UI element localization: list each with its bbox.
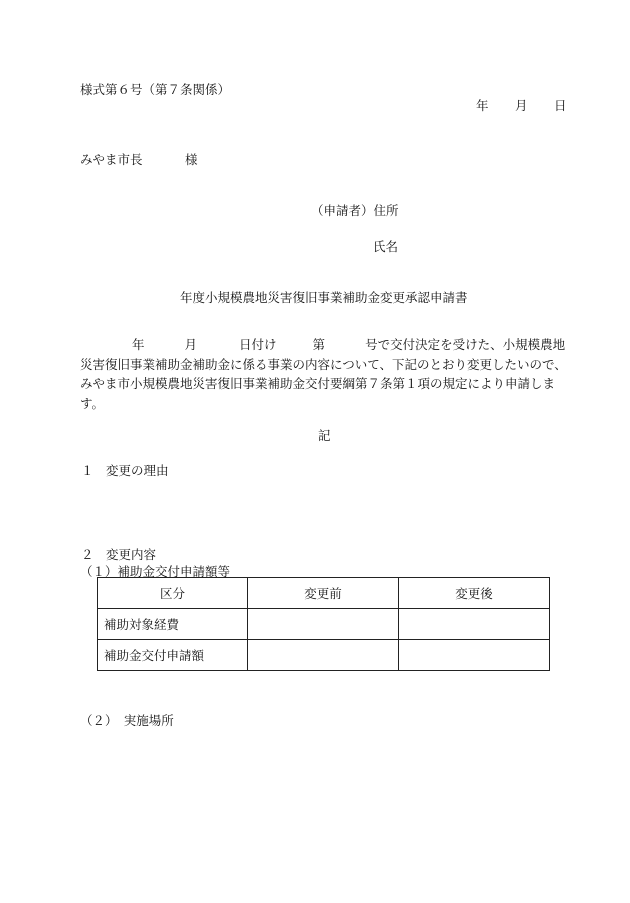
body-dated-label: 日付け <box>239 337 277 352</box>
applicant-name-label: 氏名 <box>373 239 399 254</box>
date-day-label: 日 <box>554 98 567 113</box>
addressee-honorific: 様 <box>185 152 198 167</box>
table-cell-after <box>399 640 550 671</box>
body-year-label: 年 <box>132 337 145 352</box>
document-title: 年度小規模農地災害復旧事業補助金変更承認申請書 <box>180 290 468 305</box>
form-number: 様式第６号（第７条関係） <box>80 82 231 97</box>
table-cell-before <box>248 609 399 640</box>
applicant-address-label: （申請者）住所 <box>311 203 399 218</box>
table-row <box>98 640 550 671</box>
table-header-category: 区分 <box>98 578 248 609</box>
body-paragraph <box>80 335 576 413</box>
table-header-after: 変更後 <box>399 578 550 609</box>
table-header-before: 変更前 <box>248 578 399 609</box>
body-text: 号で交付決定を受けた、小規模農地災害復旧事業補助金補助金に係る事業の内容について、下記のとおり変更したいので、みやま市小規模農地災害復旧事業補助金交付要綱第７条第１項の規定により申請します。 <box>80 337 567 411</box>
ki-heading: 記 <box>318 428 331 443</box>
subsection2-heading: （２） 実施場所 <box>80 713 174 728</box>
table-cell-before <box>248 640 399 671</box>
table-row <box>98 609 550 640</box>
body-month-label: 月 <box>184 337 198 352</box>
subsection1-heading: （１）補助金交付申請額等 <box>80 564 231 579</box>
body-dai-label: 第 <box>312 337 326 352</box>
section2-heading: ２ 変更内容 <box>81 547 157 562</box>
date-year-label: 年 <box>476 98 489 113</box>
table-cell-after <box>399 609 550 640</box>
addressee-name: みやま市長 <box>80 152 143 167</box>
section1-heading: １ 変更の理由 <box>81 463 169 478</box>
amount-table <box>97 577 550 671</box>
table-row-label: 補助対象経費 <box>98 609 248 640</box>
date-month-label: 月 <box>515 98 528 113</box>
table-row-label: 補助金交付申請額 <box>98 640 248 671</box>
table-header-row <box>98 578 550 609</box>
